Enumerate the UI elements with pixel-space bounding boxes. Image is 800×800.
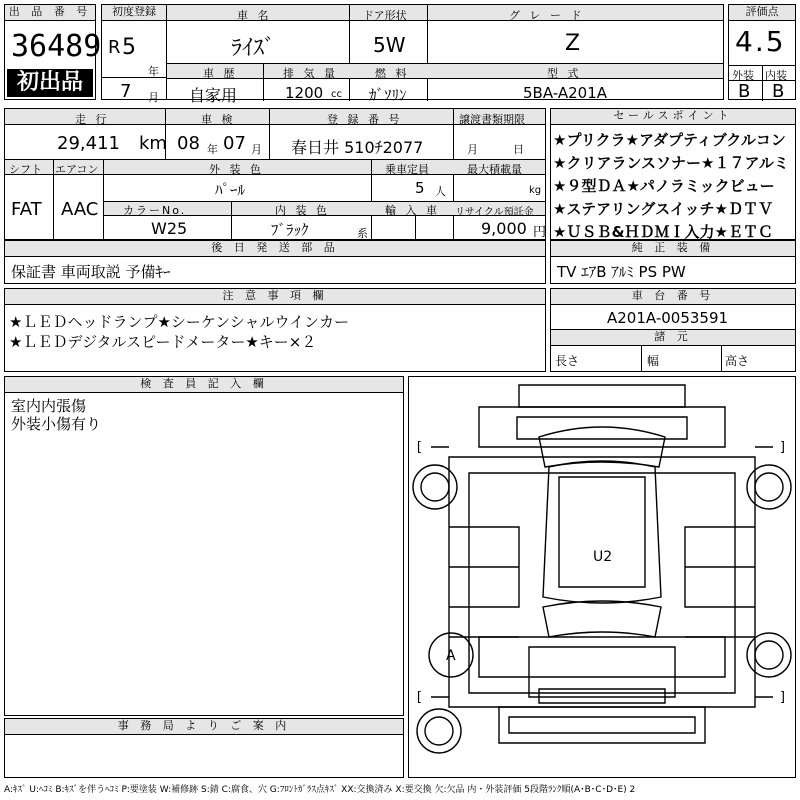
exterior-label: 外装 <box>732 69 754 82</box>
year: 5 <box>122 35 136 60</box>
displacement-label: 排 気 量 <box>283 67 338 80</box>
chassis-number: A201A-0053591 <box>607 309 729 327</box>
sales-point-line: ★ＵＳＢ&ＨＤＭＩ入力★ＥＴＣ <box>553 223 773 241</box>
month: 7 <box>120 81 132 102</box>
car-name: ﾗｲｽﾞ <box>231 36 276 61</box>
grade-label: グ レ ー ド <box>509 9 585 22</box>
history-label: 車 歴 <box>203 67 238 80</box>
shift-label: シフト <box>9 163 42 176</box>
later-parts-value: 保証書 車両取説 予備ｷｰ <box>11 263 171 281</box>
first-listing-badge: 初出品 <box>7 69 93 97</box>
lot-label: 出 品 番 号 <box>5 5 95 21</box>
sales-point-line: ★９型ＤＡ★パノラミックビュー <box>553 177 775 195</box>
bracket-mark: [ <box>415 690 423 705</box>
sales-points-label: セールスポイント <box>551 109 795 125</box>
capacity-label: 乗車定員 <box>385 163 429 176</box>
lot-number: 36489 <box>11 29 102 64</box>
mileage: 29,411 <box>57 133 120 154</box>
spec-label: 諸 元 <box>551 330 795 346</box>
recycle: 9,000 <box>481 219 527 238</box>
sales-point-line: ★クリアランスソナー★１７アルミ <box>553 154 789 172</box>
office-label: 事 務 局 よ り ご 案 内 <box>5 719 403 735</box>
mileage-unit: km <box>139 133 167 154</box>
recycle-unit: 円 <box>533 225 547 240</box>
model: 5BA-A201A <box>523 84 608 102</box>
inspector-line: 外装小傷有り <box>11 415 102 433</box>
capacity: 5 <box>415 179 425 197</box>
inspection-label: 車 検 <box>201 113 236 126</box>
int-color-label: 内 装 色 <box>275 204 330 217</box>
color-no-label: カラーNo. <box>123 204 187 217</box>
notes-line: ★ＬＥＤデジタルスピードメーター★キー×２ <box>9 333 317 351</box>
insp-year: 08 <box>177 133 200 154</box>
chassis-box <box>550 288 796 372</box>
model-label: 型 式 <box>547 67 582 80</box>
inspector-box <box>4 376 404 716</box>
interior-rating: B <box>772 81 785 102</box>
vehicle-header-grid <box>166 4 724 105</box>
insp-month: 07 <box>223 133 246 154</box>
height-label: 高さ <box>725 354 750 368</box>
bracket-mark: ] <box>779 440 787 455</box>
load-unit: kg <box>529 185 542 196</box>
displacement: 1200 <box>285 84 324 102</box>
displacement-unit: cc <box>331 89 342 100</box>
score-box <box>728 4 796 100</box>
car-damage-diagram <box>408 376 796 778</box>
sales-points-box <box>550 108 796 240</box>
length-label: 長さ <box>555 354 580 368</box>
ext-color-label: 外 装 色 <box>209 163 264 176</box>
year-unit: 年 <box>148 65 159 78</box>
genuine-value: TV ｴｱB ｱﾙﾐ PS PW <box>557 263 686 281</box>
legend: A:ｷｽﾞ U:ﾍｺﾐ B:ｷｽﾞを伴うﾍｺﾐ P:要塗装 W:補修跡 S:錆 C:腐食、穴 G:ﾌﾛﾝﾄｶﾞﾗｽ点ｷｽﾞ XX:交換済み X:要交換 欠:欠品 内・外装評価 5段階ﾗﾝｸ順(A･B･C･D･E) 2 <box>4 785 636 795</box>
color-no: W25 <box>151 219 188 238</box>
width-label: 幅 <box>647 354 660 368</box>
door-label: ドア形状 <box>363 9 407 22</box>
later-parts-box <box>4 240 546 284</box>
grade: Z <box>565 31 581 56</box>
sales-point-line: ★ステアリングスイッチ★ＤＴＶ <box>553 200 773 218</box>
inspector-line: 室内内張傷 <box>11 397 87 415</box>
genuine-equipment-box <box>550 240 796 284</box>
details-grid <box>4 108 546 240</box>
genuine-label: 純 正 装 備 <box>551 241 795 257</box>
int-color: ﾌﾞﾗｯｸ <box>271 221 309 239</box>
transfer-month-unit: 月 <box>467 143 478 156</box>
score: 4.5 <box>735 25 786 58</box>
exterior-rating: B <box>738 81 751 102</box>
reg-number: 春日井 510ﾁ2077 <box>291 138 424 157</box>
car-outline-svg <box>409 377 795 777</box>
fuel: ｶﾞｿﾘﾝ <box>369 86 407 104</box>
import-label: 輸 入 車 <box>385 204 440 217</box>
lot-box <box>4 4 102 100</box>
ac: AAC <box>61 199 99 220</box>
notes-line: ★ＬＥＤヘッドランプ★シーケンシャルウインカー <box>9 313 350 331</box>
insp-month-unit: 月 <box>251 143 262 156</box>
mark-a: A <box>446 648 456 664</box>
fuel-label: 燃 料 <box>375 67 410 80</box>
load-label: 最大積載量 <box>467 163 522 176</box>
later-parts-label: 後 日 発 送 部 品 <box>5 241 545 257</box>
ac-label: エアコン <box>55 163 99 176</box>
history: 自家用 <box>189 86 238 105</box>
recycle-label: リサイクル預託金 <box>455 207 534 218</box>
shift: FAT <box>11 199 42 220</box>
transfer-day-unit: 日 <box>513 143 524 156</box>
first-reg-label: 初度登録 <box>102 5 166 21</box>
sales-point-line: ★プリクラ★アダプティブクルコン <box>553 131 786 149</box>
notes-label: 注 意 事 項 欄 <box>5 289 545 305</box>
bracket-mark: [ <box>415 440 423 455</box>
chassis-label: 車 台 番 号 <box>551 289 795 305</box>
score-label: 評価点 <box>729 5 795 21</box>
notes-box <box>4 288 546 372</box>
inspector-label: 検 査 員 記 入 欄 <box>5 377 403 393</box>
mark-u2: U2 <box>593 549 613 565</box>
first-registration <box>101 4 167 104</box>
car-name-label: 車 名 <box>237 9 272 22</box>
door: 5W <box>373 33 406 57</box>
ext-color: ﾊﾟｰﾙ <box>215 181 246 199</box>
int-color-unit: 系 <box>357 227 368 240</box>
month-unit: 月 <box>148 91 159 104</box>
bracket-mark: ] <box>779 690 787 705</box>
transfer-label: 譲渡書類期限 <box>459 113 525 126</box>
interior-label: 内装 <box>765 69 787 82</box>
era: R <box>108 37 121 58</box>
mileage-label: 走 行 <box>75 113 110 126</box>
insp-year-unit: 年 <box>207 143 218 156</box>
office-box <box>4 718 404 778</box>
capacity-unit: 人 <box>435 185 446 198</box>
reg-label: 登 録 番 号 <box>327 113 403 126</box>
